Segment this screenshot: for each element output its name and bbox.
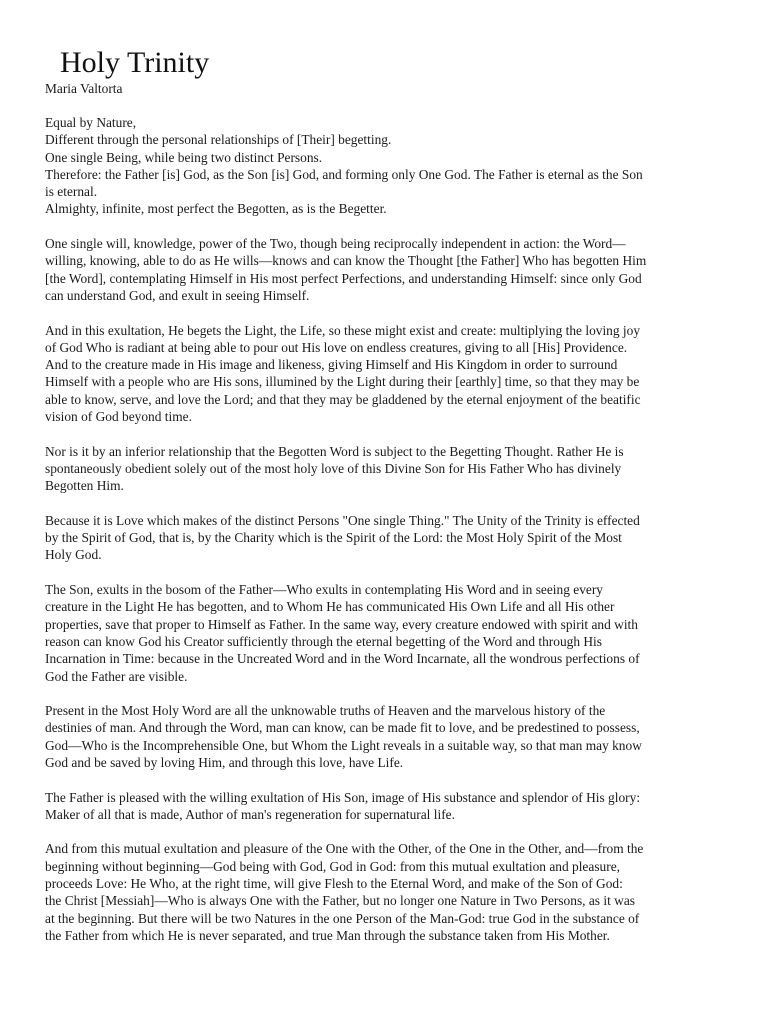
text-line: God—Who is the Incomprehensible One, but Whom the Light reveals in a suitable way, so that man may know: [45, 737, 642, 753]
text-line: able to know, serve, and love the Lord; and that they may be gladdened by the eternal enjoyment of the beatific: [45, 391, 641, 407]
text-line: Maker of all that is made, Author of man's regeneration for supernatural life.: [45, 806, 455, 822]
text-line: at the beginning. But there will be two Natures in the one Person of the Man-God: true God in the substance of: [45, 910, 640, 926]
text-line: destinies of man. And through the Word, man can know, can be made fit to love, and be predestined to possess,: [45, 720, 640, 736]
text-line: And in this exultation, He begets the Light, the Life, so these might exist and create: multiplying the loving joy: [45, 322, 641, 338]
text-line: proceeds Love: He Who, at the right time, will give Flesh to the Eternal Word, and make of the Son of God:: [45, 876, 623, 892]
text-line: Begotten Him.: [45, 478, 124, 494]
text-line: God and be saved by loving Him, and through this love, have Life.: [45, 754, 404, 770]
text-line: Different through the personal relationships of [Their] begetting.: [45, 132, 392, 148]
text-line: Therefore: the Father [is] God, as the Son [is] God, and forming only One God. The Father is eternal as the Son: [45, 166, 643, 182]
text-line: reason can know God his Creator sufficiently through the eternal begetting of the Word and through His: [45, 633, 602, 649]
paragraph: [45, 114, 725, 218]
text-line: One single Being, while being two distinct Persons.: [45, 149, 323, 165]
text-line: Incarnation in Time: because in the Uncreated Word and in the Word Incarnate, all the wondrous perfections of: [45, 651, 640, 667]
text-line: The Son, exults in the bosom of the Father—Who exults in contemplating His Word and in seeing every: [45, 582, 604, 598]
text-line: And from this mutual exultation and pleasure of the One with the Other, of the One in the Other, and—from the: [45, 841, 644, 857]
text-line: [the Word], contemplating Himself in His most perfect Perfections, and understanding Himself: since only God: [45, 270, 642, 286]
text-line: God the Father are visible.: [45, 668, 188, 684]
document-title: Holy Trinity: [60, 46, 210, 79]
document-author: Maria Valtorta: [45, 81, 123, 96]
text-line: Because it is Love which makes of the distinct Persons "One single Thing." The Unity of the Trinity is effected: [45, 512, 640, 528]
paragraph: [45, 581, 725, 685]
paragraph: [45, 840, 725, 944]
text-line: of God Who is radiant at being able to pour out His love on endless creatures, giving to all [His] Providence.: [45, 339, 628, 355]
paragraph: [45, 702, 725, 771]
document-body: [45, 114, 725, 944]
text-line: Nor is it by an inferior relationship that the Begotten Word is subject to the Begetting Thought. Rather He is: [45, 443, 624, 459]
text-line: Equal by Nature,: [45, 115, 137, 130]
text-line: One single will, knowledge, power of the Two, though being reciprocally independent in action: the Word—: [45, 236, 626, 252]
text-line: creature in the Light He has begotten, and to Whom He has communicated His Own Life and all His other: [45, 599, 615, 615]
text-line: vision of God beyond time.: [45, 409, 192, 425]
paragraph: [45, 235, 725, 304]
paragraph: [45, 443, 725, 495]
text-line: Present in the Most Holy Word are all the unknowable truths of Heaven and the marvelous history of the: [45, 703, 606, 719]
text-line: by the Spirit of God, that is, by the Charity which is the Spirit of the Lord: the Most Holy Spirit of the Most: [45, 530, 622, 546]
paragraph: [45, 789, 725, 824]
text-line: can understand God, and exult in seeing Himself.: [45, 287, 310, 303]
text-line: the Father from which He is never separated, and true Man through the substance taken from His Mother.: [45, 927, 610, 943]
text-line: beginning without beginning—God being with God, God in God: from this mutual exultation and pleasure,: [45, 858, 620, 874]
text-line: willing, knowing, able to do as He wills—knows and can know the Thought [the Father] Who has begotten Him: [45, 253, 647, 269]
paragraph: [45, 512, 725, 564]
text-line: Himself with a people who are His sons, illumined by the Light during their [earthly] time, so that they may be: [45, 374, 640, 390]
text-line: The Father is pleased with the willing exultation of His Son, image of His substance and splendor of His glory:: [45, 789, 641, 805]
paragraph: [45, 322, 725, 426]
text-line: spontaneously obedient solely out of the most holy love of this Divine Son for His Father Who has divinely: [45, 460, 622, 476]
document-page: [45, 46, 725, 962]
text-line: properties, save that proper to Himself as Father. In the same way, every creature endowed with spirit and with: [45, 616, 638, 632]
text-line: And to the creature made in His image and likeness, giving Himself and His Kingdom in order to surround: [45, 357, 618, 373]
text-line: Holy God.: [45, 547, 102, 563]
text-line: the Christ [Messiah]—Who is always One with the Father, but no longer one Nature in Two Persons, as it was: [45, 893, 635, 909]
text-line: Almighty, infinite, most perfect the Begotten, as is the Begetter.: [45, 201, 387, 217]
text-line: is eternal.: [45, 184, 98, 200]
